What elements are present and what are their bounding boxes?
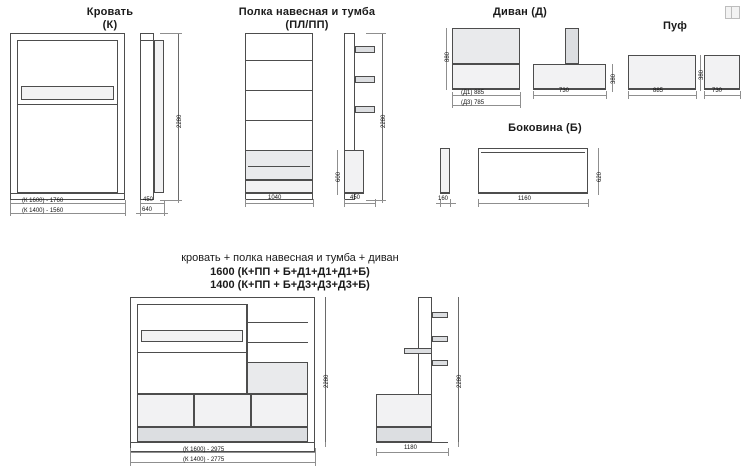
sofa-side-width-line — [533, 95, 606, 96]
shelf-height-tick-bot — [366, 200, 386, 201]
combo-shelf-1 — [247, 322, 308, 323]
bed-side-dim-top-line — [140, 203, 164, 204]
combo-front-height-line — [325, 297, 326, 442]
sofa-dim-back-height: 880 — [445, 51, 451, 62]
pouf-side — [704, 55, 740, 89]
pouf-depth-ext-r — [740, 91, 741, 99]
shelf-front-floor — [245, 193, 313, 194]
shelf-cabinet-base — [245, 180, 313, 193]
shelf-side-depth-ext-l — [344, 199, 345, 207]
combo-cabinet — [247, 362, 308, 394]
bed-front-rail — [21, 86, 114, 100]
combo-dim-width-1400: (К 1400) - 2775 — [183, 457, 225, 463]
combo-sofa-base — [137, 427, 308, 442]
combo-shelf-2 — [247, 342, 308, 343]
bed-side-top-edge — [140, 40, 164, 41]
shelf-side-board-1 — [355, 46, 375, 53]
bed-dim-width-1400: (К 1400) - 1560 — [22, 208, 64, 214]
shelf-dim-cabinet-height: 600 — [336, 171, 342, 182]
shelf-title-line2: (ПЛ/ПП) — [285, 19, 329, 31]
shelf-cabinet-body — [245, 150, 313, 180]
bed-front-divider — [17, 104, 118, 105]
combo-side-height-line — [458, 297, 459, 442]
bed-dim-side-depth-bottom: 640 — [142, 207, 153, 213]
shelf-width-ext-r — [313, 199, 314, 207]
combo-title-block — [95, 252, 485, 291]
shelf-front-shelf-2 — [245, 90, 313, 91]
combo-front-floor — [130, 442, 315, 443]
combo-dim-width-1600: (К 1600) - 2975 — [183, 447, 225, 453]
panel-edge-view — [440, 148, 450, 193]
sofa-dim-width-d3: (Д3) 785 — [461, 100, 485, 106]
panel-dim-thickness: 160 — [438, 196, 449, 202]
sofa-width-ext-r — [520, 92, 521, 108]
combo-bed-front — [137, 304, 247, 394]
shelf-side-cabinet — [344, 150, 364, 193]
combo-side-board-1 — [432, 312, 448, 318]
combo-side-depth-line — [376, 452, 448, 453]
combo-title-line1: кровать + полка навесная и тумба + диван — [181, 252, 399, 264]
sofa-width-ext-l — [452, 92, 453, 108]
combo-side-board-3 — [404, 348, 432, 354]
shelf-cabinet-handle — [248, 166, 310, 167]
pouf-dim-depth: 730 — [712, 88, 723, 94]
combo-side-sofa-base — [376, 427, 432, 442]
shelf-dim-side-depth: 450 — [350, 195, 361, 201]
bed-dim-tick-top — [160, 33, 182, 34]
shelf-front-shelf-1 — [245, 60, 313, 61]
panel-title: Боковина (Б) — [508, 122, 582, 134]
bed-dim-w-ext-right — [125, 200, 126, 216]
shelf-side-depth-ext-r — [375, 199, 376, 207]
combo-side-board-4 — [432, 360, 448, 366]
panel-thickness-line — [436, 203, 456, 204]
bed-side-depth — [154, 40, 164, 193]
shelf-width-dim-line — [245, 203, 313, 204]
combo-side-sofa-seat — [376, 394, 432, 427]
combo-title-line3: 1400 (К+ПП + Б+Д3+Д3+Д3+Б) — [210, 279, 370, 291]
shelf-dim-height-side: 2280 — [381, 114, 387, 128]
pouf-dim-width: 885 — [653, 88, 664, 94]
sofa-dim-side-height: 380 — [611, 73, 617, 84]
bed-front-inner — [17, 40, 118, 193]
bed-title-line2: (К) — [102, 19, 118, 31]
pouf-depth-line — [704, 95, 740, 96]
panel-title-wrap — [455, 122, 635, 135]
pouf-title: Пуф — [662, 20, 688, 32]
bed-side-ext-right — [164, 200, 165, 216]
panel-face-view — [478, 148, 588, 193]
bed-side-ext-left — [140, 200, 141, 216]
sofa-side-floor — [533, 89, 606, 90]
combo-bed-divider — [137, 352, 247, 353]
panel-face-inner-line — [481, 152, 585, 153]
sofa-back-cushion — [452, 28, 520, 64]
pouf-width-ext-r — [696, 91, 697, 99]
combo-dim-side-depth: 1180 — [404, 445, 417, 451]
shelf-front-shelf-3 — [245, 120, 313, 121]
shelf-title-line1: Полка навесная и тумба — [238, 6, 376, 18]
bed-dim-width-1600: (К 1600) - 1760 — [22, 198, 64, 204]
combo-side-floor — [376, 442, 448, 443]
shelf-dim-width: 1040 — [268, 195, 282, 201]
bed-title — [30, 6, 190, 32]
shelf-height-tick-top — [366, 33, 386, 34]
pouf-front — [628, 55, 696, 89]
bed-title-line1: Кровать — [86, 6, 134, 18]
sofa-side-width-ext-r — [606, 91, 607, 99]
sofa-side-seat — [533, 64, 606, 89]
sofa-title-wrap — [440, 6, 600, 19]
bed-dim-w-ext-left — [10, 200, 11, 216]
sofa-dim-side-width: 730 — [559, 88, 570, 94]
shelf-side-board-3 — [355, 106, 375, 113]
combo-side-depth-ext-l — [376, 448, 377, 456]
shelf-title — [212, 6, 402, 32]
bed-dim-height: 2280 — [177, 114, 183, 128]
window-marker-icon — [725, 6, 740, 19]
sofa-side-width-ext-l — [533, 91, 534, 99]
combo-bed-rail — [141, 330, 243, 342]
combo-side-board-2 — [432, 336, 448, 342]
panel-edge-floor — [440, 193, 450, 194]
combo-dim-height-side: 2280 — [457, 374, 463, 388]
sofa-side-back — [565, 28, 579, 64]
panel-dim-width: 1160 — [518, 196, 531, 202]
shelf-side-board-2 — [355, 76, 375, 83]
pouf-width-line — [628, 95, 696, 96]
panel-thickness-ext-r — [450, 199, 451, 207]
bed-side-outline — [140, 33, 154, 200]
shelf-side-depth-line — [344, 203, 375, 204]
sofa-seat-front — [452, 64, 520, 89]
sofa-dim-width-d1: (Д1) 885 — [461, 90, 485, 96]
panel-width-ext-r — [588, 199, 589, 207]
panel-dim-height: 620 — [597, 171, 603, 182]
panel-width-ext-l — [478, 199, 479, 207]
combo-sofa-module-2 — [194, 394, 251, 427]
combo-side-depth-ext-r — [448, 448, 449, 456]
combo-sofa-module-3 — [251, 394, 308, 427]
pouf-title-wrap — [620, 20, 730, 33]
pouf-depth-ext-l — [704, 91, 705, 99]
bed-front-base — [10, 193, 125, 194]
shelf-width-ext-l — [245, 199, 246, 207]
combo-title-line2: 1600 (К+ПП + Б+Д1+Д1+Д1+Б) — [210, 266, 370, 278]
shelf-side-floor — [344, 193, 364, 194]
sofa-title: Диван (Д) — [493, 6, 547, 18]
combo-sofa-module-1 — [137, 394, 194, 427]
panel-width-line — [478, 203, 588, 204]
combo-dim-height-front: 2280 — [324, 374, 330, 388]
combo-width-ext-l — [130, 448, 131, 466]
pouf-width-ext-l — [628, 91, 629, 99]
panel-face-floor — [478, 193, 588, 194]
combo-width-ext-r — [315, 448, 316, 466]
pouf-dim-height: 380 — [699, 69, 705, 80]
bed-dim-side-depth-top: 450 — [143, 197, 154, 203]
